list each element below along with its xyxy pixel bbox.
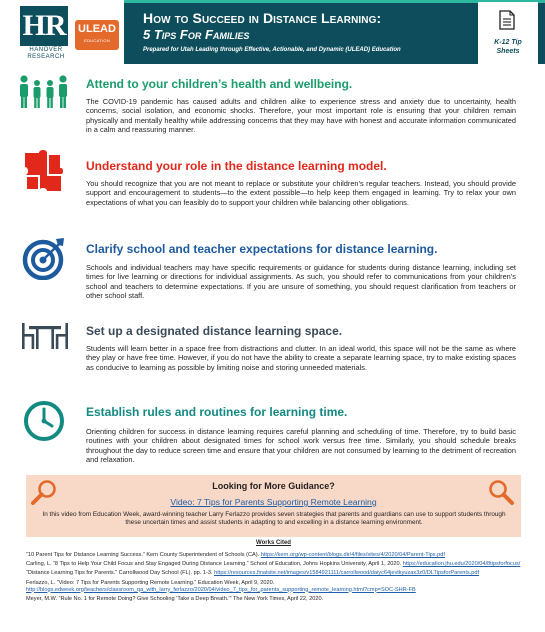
reference-item bbox=[26, 552, 521, 559]
prepared-for-note: Prepared for Utah Leading through Effective, Actionable, and Dynamic (ULEAD) Education bbox=[143, 47, 401, 53]
reference-link[interactable]: http://blogs.edweek.org/teachers/classroom_qa_with_larry_ferlazzo/2020/04/video_7_tips_for_parents_supporting_remote_learning.html?cmp=SOC-SHR-FB bbox=[26, 586, 416, 593]
tipsheet-label-line2: Sheets bbox=[496, 48, 520, 55]
reference-link[interactable]: https://education.jhu.edu/2020/04/8tipsforfocus/ bbox=[402, 561, 521, 568]
desk-icon bbox=[22, 319, 68, 353]
section-title-routines: Establish rules and routines for learning time. bbox=[86, 405, 348, 419]
page-header bbox=[0, 0, 545, 66]
tip-section-health bbox=[0, 72, 545, 150]
section-body-space: Students will learn better in a space free from distractions and clutter. In an ideal world, this space will not be the same as where they play or have free time. However, if you do not have the ability to create a separate learning space, try to make existing spaces as conducive to learning as possible by limiting noise and storing unneeded materials. bbox=[86, 344, 516, 372]
hr-logo-mark: HR bbox=[20, 6, 68, 46]
reference-link[interactable]: https://resources.finalsite.net/images/v1584921111/carrollwood/daiyc64jevtkyuzax3z0/DLTipsforParents.pdf bbox=[214, 570, 480, 577]
reference-text: Ferlazzo, L. “Video: 7 Tips for Parents Supporting Remote Learning.” Education Week, April 9, 2020. bbox=[26, 579, 275, 586]
reference-text: “Distance Learning Tips for Parents.” Carrollwood Day School (FL). pp. 1-3. bbox=[26, 570, 215, 577]
tip-section-role bbox=[0, 150, 545, 240]
clock-icon bbox=[22, 399, 66, 443]
page-subtitle: 5 Tips For Families bbox=[143, 27, 250, 42]
ulead-logo-sub: EDUCATION bbox=[84, 38, 110, 43]
tipsheet-label-line1: K-12 Tip bbox=[494, 39, 522, 46]
page-title: How to Succeed in Distance Learning: bbox=[143, 10, 382, 26]
reference-item bbox=[26, 596, 521, 603]
section-title-expectations: Clarify school and teacher expectations for distance learning. bbox=[86, 242, 438, 256]
guidance-video-link[interactable]: Video: 7 Tips for Parents Supporting Remote Learning bbox=[170, 497, 377, 507]
section-body-health: The COVID-19 pandemic has caused adults and children alike to experience stress and anxiety due to uncertainty, health concerns, social isolation, and economic shocks. Therefore, your most important role is ensuring that your children remain physically and mentally healthy while addressing concerns that they may have with honest and accurate information communicated in a calm and reassuring manner. bbox=[86, 97, 516, 135]
reference-link[interactable]: https://kern.org/wp-content/blogs.dir/4/files/sites/4/2020/04/Parent-Tips.pdf bbox=[260, 552, 445, 558]
section-title-health: Attend to your children’s health and wellbeing. bbox=[86, 77, 353, 91]
section-title-space: Set up a designated distance learning space. bbox=[86, 324, 343, 338]
hanover-research-logo bbox=[20, 6, 70, 60]
section-body-expectations: Schools and individual teachers may have specific requirements or guidance for students during distance learning, including set times for live learning or directions for individual assignments. As such, you should refer to communications from your children’s school and teachers to determine expectations. If you are unsure of something, you should request clarification from teachers or other school staff. bbox=[86, 263, 516, 301]
ulead-logo bbox=[75, 20, 119, 50]
target-icon bbox=[22, 236, 66, 280]
ulead-logo-main: ULEAD bbox=[78, 23, 116, 35]
reference-item bbox=[26, 561, 521, 568]
guidance-description: In this video from Education Week, award-winning teacher Larry Ferlazzo provides seven strategies that parents and guardians can use to support students through these uncertain times and assist students in adapting to and excelling in a distance learning environment. bbox=[42, 511, 506, 527]
reference-text: Carling, L. “8 Tips to Help Your Child Focus and Stay Engaged During Distance Learning.” School of Education, Johns Hopkins University, April 1, 2020. bbox=[26, 561, 403, 568]
reference-text: Meyer, M.W. “Rule No. 1 for Remote Doing? Give Schooling ‘Take a Deep Breath.’” The New York Times, April 22, 2020. bbox=[26, 595, 324, 602]
document-icon bbox=[499, 10, 515, 30]
tip-section-routines bbox=[0, 397, 545, 477]
works-cited bbox=[26, 540, 521, 605]
reference-item bbox=[26, 570, 521, 577]
puzzle-icon bbox=[22, 150, 66, 194]
reference-text: “10 Parent Tips for Distance Learning Success.” Kern County Superintendent of Schools (CA). bbox=[26, 552, 261, 558]
tip-section-space bbox=[0, 315, 545, 400]
section-body-role: You should recognize that you are not meant to replace or substitute your children’s regular teachers. Instead, you should provide support and encouragement to students—to the extent possible—to help keep them engaged in learning. Try to relax your own expectations of what you can feasibly do to support your children while balancing other obligations. bbox=[86, 179, 516, 207]
guidance-title: Looking for More Guidance? bbox=[212, 481, 335, 491]
works-cited-title: Works Cited bbox=[256, 540, 291, 546]
tip-sheet-badge bbox=[478, 2, 538, 64]
hr-logo-sub2: RESEARCH bbox=[27, 54, 65, 60]
reference-item bbox=[26, 580, 521, 594]
tip-section-expectations bbox=[0, 234, 545, 324]
section-body-routines: Orienting children for success in distance learning requires careful planning and scheduling of time. Therefore, try to build basic routines with your children about designated times for school work versus free time. Similarly, you should schedule breaks throughout the day to reduce screen time and ensure that your children are not consumed by learning to the detriment of recreation and relaxation. bbox=[86, 427, 516, 465]
more-guidance-box bbox=[26, 475, 521, 537]
hr-logo-sub: HANOVER bbox=[29, 47, 63, 53]
section-title-role: Understand your role in the distance learning model. bbox=[86, 159, 387, 173]
family-icon bbox=[18, 74, 70, 110]
